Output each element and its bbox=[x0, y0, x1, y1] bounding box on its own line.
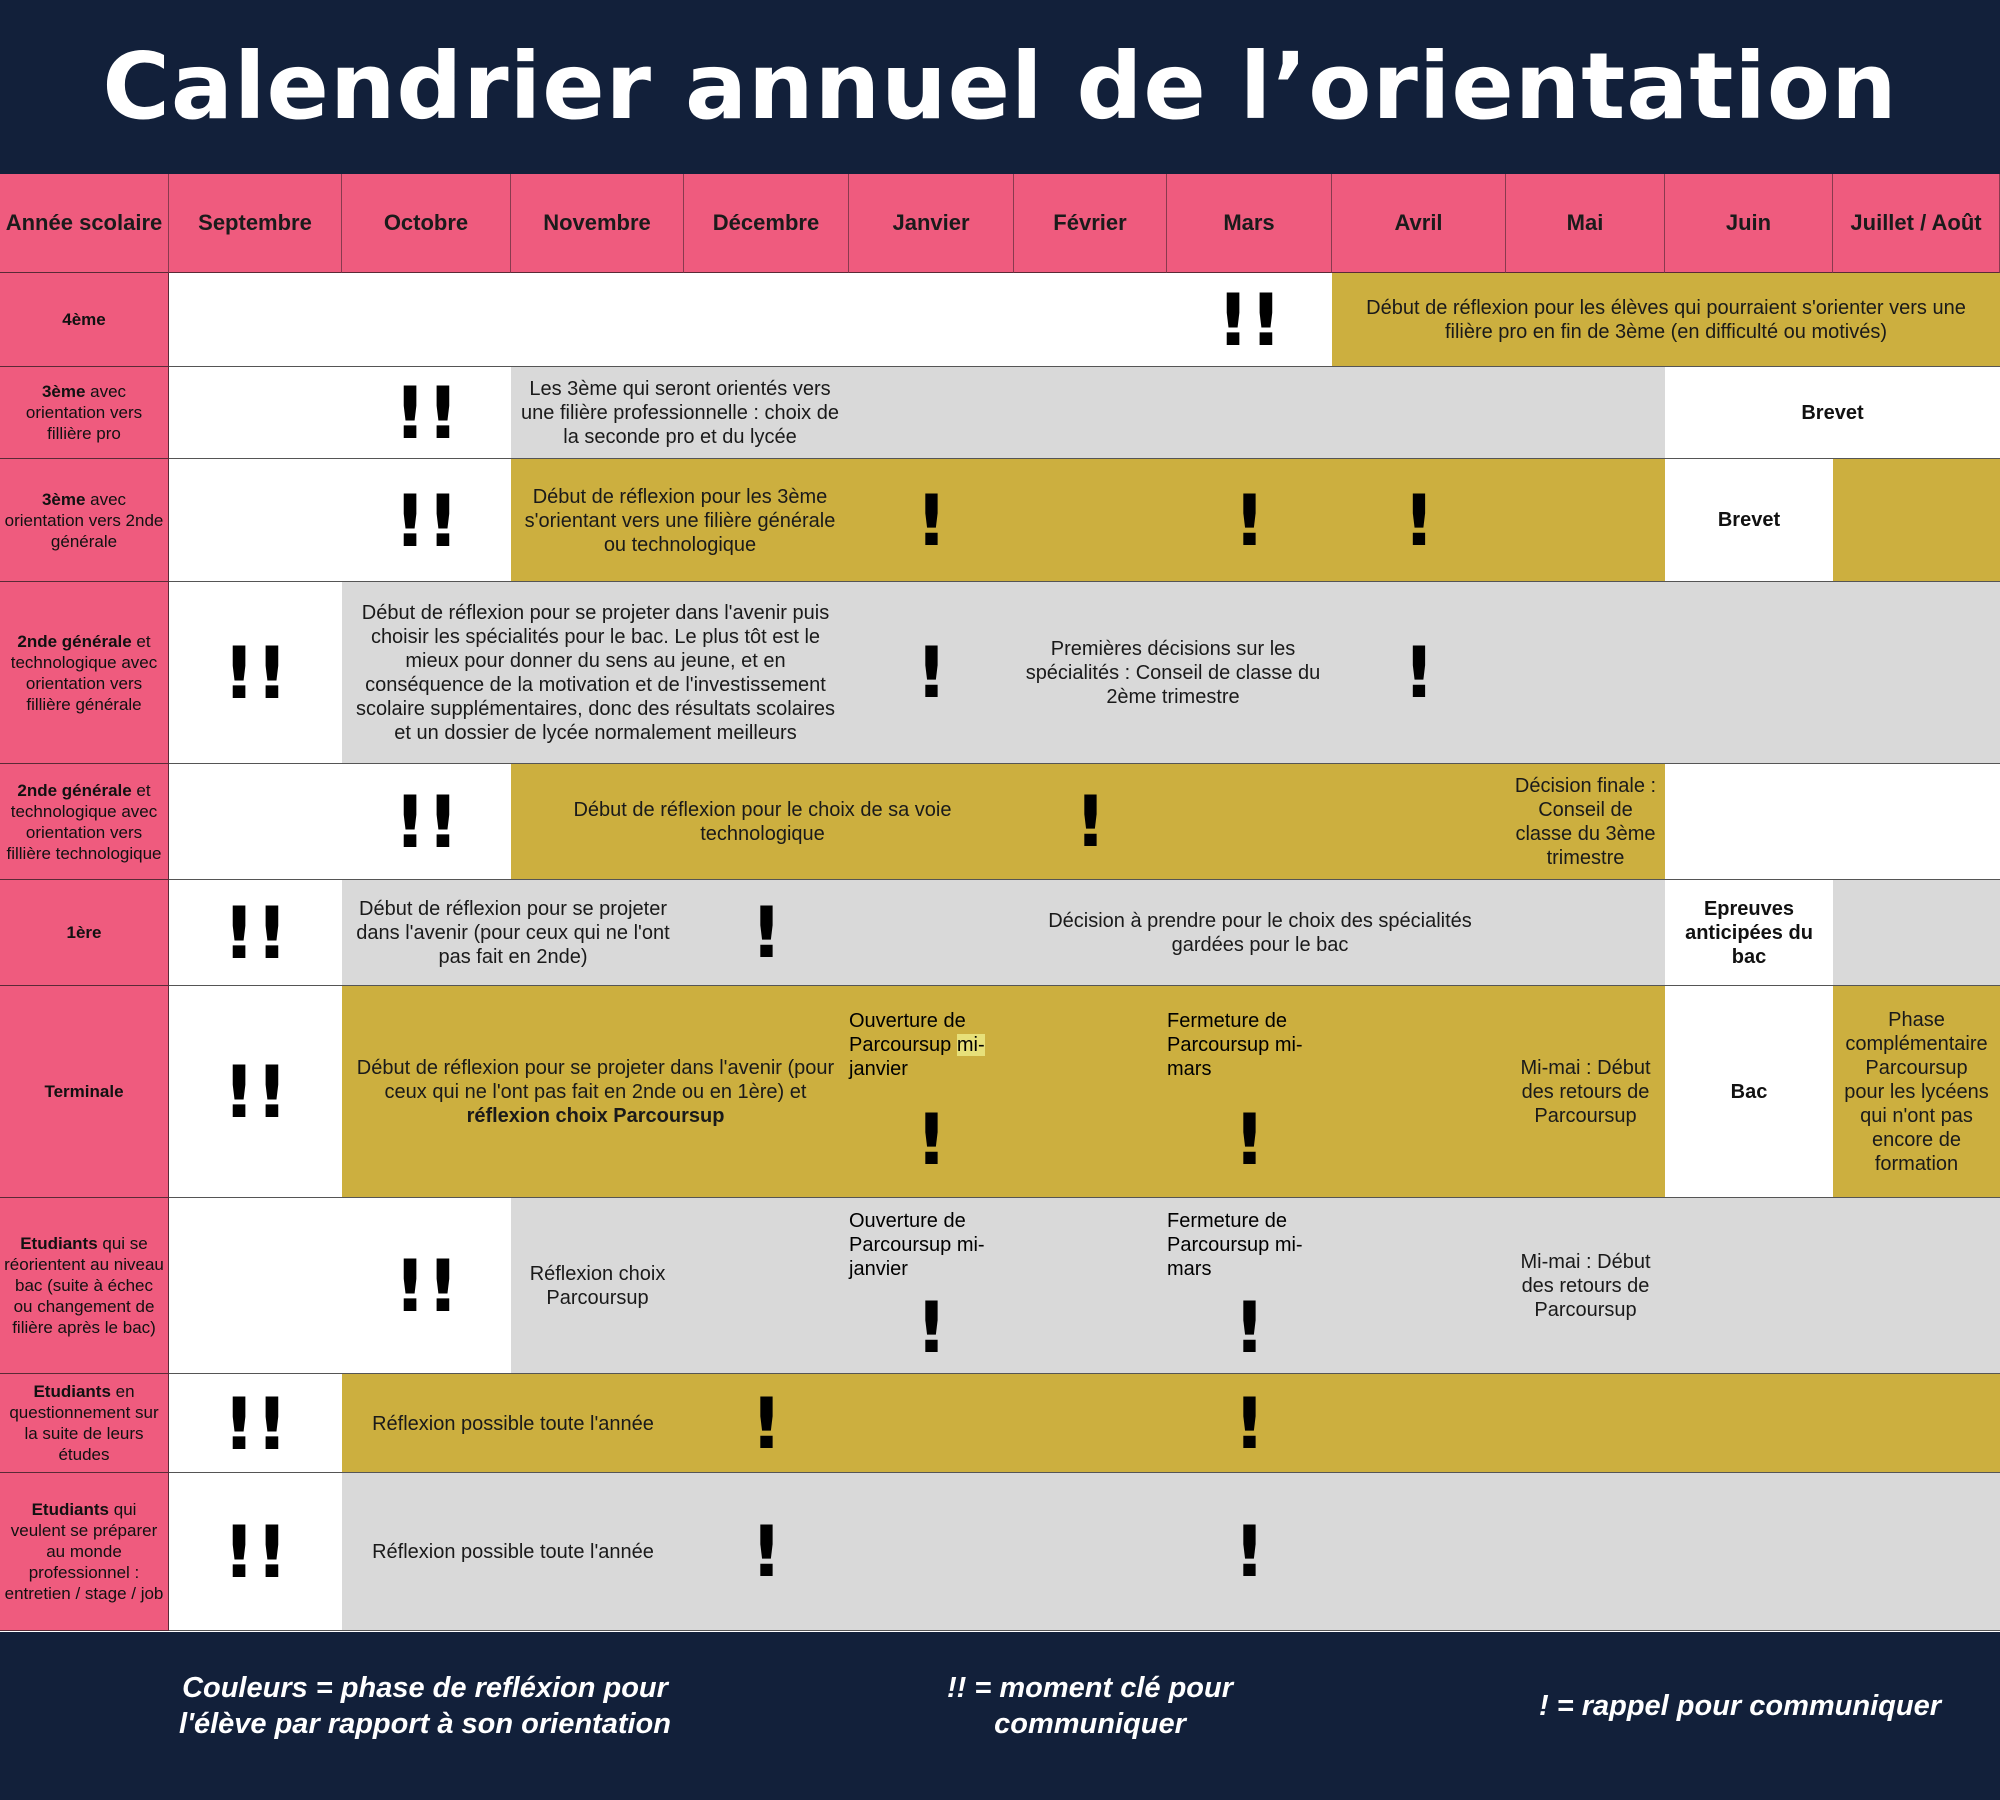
row-label-etudiants-questionnement: Etudiants en questionnement sur la suite de leurs études bbox=[0, 1374, 169, 1473]
terminale-fermeture-parcoursup: Fermeture de Parcoursup mi-mars ! bbox=[1167, 1010, 1303, 1181]
orientation-calendar-table bbox=[0, 174, 2000, 1632]
reminder-mark: ! bbox=[1403, 479, 1435, 562]
text-etudiants-question-reflexion: Réflexion possible toute l'année bbox=[372, 1412, 654, 1435]
reminder-mark: ! bbox=[915, 632, 948, 714]
phase-complementaire-parcoursup: Phase complémentaire Parcoursup pour les lycéens qui n'ont pas encore de formation bbox=[1833, 986, 2000, 1198]
key-moment-mark: !! bbox=[222, 1050, 289, 1134]
text-3eme-pro-reflexion: Les 3ème qui seront orientés vers une filière professionnelle : choix de la seconde pro et du lycée bbox=[521, 378, 839, 448]
row-label-3eme-generale: 3ème avec orientation vers 2nde générale bbox=[0, 459, 169, 582]
key-moment-mark: !! bbox=[393, 478, 460, 563]
bar-etudiants-reorient-reflexion bbox=[511, 1198, 2000, 1374]
bar-1ere-ete bbox=[1833, 880, 2000, 986]
header-month-juillet-aout: Juillet / Août bbox=[1833, 174, 2000, 273]
key-moment-mark: !! bbox=[1216, 278, 1283, 362]
reminder-mark: ! bbox=[1233, 479, 1266, 562]
header-month-decembre: Décembre bbox=[684, 174, 849, 273]
text-1ere-decision: Décision à prendre pour le choix des spécialités gardées pour le bac bbox=[1048, 910, 1472, 956]
bar-terminale-empty bbox=[169, 986, 342, 1198]
bar-4eme-empty bbox=[169, 273, 1332, 367]
bar-3eme-pro-empty bbox=[169, 367, 511, 459]
text-3eme-gen-reflexion: Début de réflexion pour les 3ème s'orientant vers une filière générale ou technologique bbox=[524, 485, 836, 556]
key-moment-mark: !! bbox=[393, 780, 460, 864]
row-label-3eme-pro: 3ème avec orientation vers fillière pro bbox=[0, 367, 169, 459]
bar-2nde-gen-empty bbox=[169, 582, 342, 764]
reminder-mark: ! bbox=[915, 479, 948, 562]
terminale-ouverture-parcoursup: Ouverture de Parcoursup mi- janvier ! bbox=[849, 1010, 985, 1181]
row-label-2nde-generale: 2nde générale et technologique avec orientation vers fillière générale bbox=[0, 582, 169, 764]
key-moment-mark: !! bbox=[222, 1510, 289, 1594]
header-month-janvier: Janvier bbox=[849, 174, 1014, 273]
bar-3eme-gen-ete bbox=[1833, 459, 2000, 582]
reminder-mark: ! bbox=[1233, 1511, 1266, 1593]
key-moment-mark: !! bbox=[222, 1381, 289, 1466]
bar-etudiants-question-empty bbox=[169, 1374, 342, 1473]
reminder-mark: ! bbox=[750, 892, 783, 974]
header-month-octobre: Octobre bbox=[342, 174, 511, 273]
header-month-juin: Juin bbox=[1665, 174, 1833, 273]
reminder-mark: ! bbox=[915, 1286, 948, 1369]
bar-etudiants-reorient-empty bbox=[169, 1198, 511, 1374]
header-month-novembre: Novembre bbox=[511, 174, 684, 273]
text-2nde-tech-decision-finale: Décision finale : Conseil de classe du 3ème trimestre bbox=[1514, 775, 1657, 869]
text-2nde-tech-reflexion: Début de réflexion pour le choix de sa voie technologique bbox=[573, 799, 952, 845]
key-moment-mark: !! bbox=[393, 1244, 460, 1328]
etudiants-ouverture-parcoursup: Ouverture de Parcoursup mi-janvier ! bbox=[849, 1210, 985, 1369]
bar-4eme-reflexion: Début de réflexion pour les élèves qui pourraient s'orienter vers une filière pro en fin de 3ème (en difficulté ou motivés) bbox=[1332, 273, 2000, 367]
key-moment-mark: !! bbox=[222, 631, 289, 715]
header-annee-scolaire: Année scolaire bbox=[0, 174, 169, 273]
bar-2nde-tech-ete bbox=[1665, 764, 2000, 880]
row-label-4eme: 4ème bbox=[0, 273, 169, 367]
text-etudiants-mi-mai: Mi-mai : Début des retours de Parcoursup bbox=[1520, 1251, 1651, 1321]
bar-etudiants-pro-empty bbox=[169, 1473, 342, 1631]
bar-1ere-empty bbox=[169, 880, 342, 986]
row-label-2nde-technologique: 2nde générale et technologique avec orientation vers fillière technologique bbox=[0, 764, 169, 880]
header-month-avril: Avril bbox=[1332, 174, 1506, 273]
reminder-mark: ! bbox=[750, 1511, 783, 1593]
reminder-mark: ! bbox=[1403, 632, 1435, 714]
text-1ere-reflexion: Début de réflexion pour se projeter dans l'avenir (pour ceux qui ne l'ont pas fait en 2nde) bbox=[356, 898, 670, 968]
page-title: Calendrier annuel de l’orientation bbox=[102, 33, 1898, 140]
text-2nde-gen-reflexion: Début de réflexion pour se projeter dans l'avenir puis choisir les spécialités pour le bac. Le plus tôt est le mieux pour donner du sens au jeune, et en conséquence de la motivation et de l'investissement scolaire supplémentaires, donc des résultats scolaires et un dossier de lycée normalement meilleurs bbox=[355, 602, 836, 744]
legend-colors: Couleurs = phase de refléxion pour l'élève par rapport à son orientation bbox=[179, 1672, 671, 1740]
header-month-mars: Mars bbox=[1167, 174, 1332, 273]
text-terminale-mi-mai: Mi-mai : Début des retours de Parcoursup bbox=[1520, 1057, 1651, 1127]
bar-3eme-gen-empty bbox=[169, 459, 511, 582]
text-etudiants-reorient-reflexion: Réflexion choix Parcoursup bbox=[529, 1263, 666, 1309]
reminder-mark: ! bbox=[1233, 1098, 1266, 1181]
reminder-mark: ! bbox=[1074, 781, 1107, 863]
epreuves-anticipees-bac: Epreuves anticipées du bac bbox=[1665, 880, 1833, 986]
reminder-mark: ! bbox=[915, 1098, 948, 1181]
text-etudiants-pro-reflexion: Réflexion possible toute l'année bbox=[372, 1541, 654, 1563]
text-terminale-reflexion: Début de réflexion pour se projeter dans l'avenir (pour ceux qui ne l'ont pas fait en 2nde ou en 1ère) et réflexion choix Parcoursup bbox=[356, 1057, 835, 1127]
reminder-mark: ! bbox=[1233, 1382, 1266, 1465]
legend-reminder: ! = rappel pour communiquer bbox=[1538, 1690, 1942, 1722]
legend bbox=[0, 1632, 2000, 1800]
bac-terminale: Bac bbox=[1665, 986, 1833, 1198]
brevet-3eme-pro: Brevet bbox=[1665, 367, 2000, 459]
bar-2nde-tech-empty bbox=[169, 764, 511, 880]
reminder-mark: ! bbox=[750, 1382, 783, 1465]
header-month-mai: Mai bbox=[1506, 174, 1665, 273]
row-label-terminale: Terminale bbox=[0, 986, 169, 1198]
key-moment-mark: !! bbox=[222, 891, 289, 975]
header-month-fevrier: Février bbox=[1014, 174, 1167, 273]
legend-key-moment: !! = moment clé pour communiquer bbox=[946, 1672, 1233, 1740]
row-label-etudiants-reorientation: Etudiants qui se réorientent au niveau bac (suite à échec ou changement de filière après le bac) bbox=[0, 1198, 169, 1374]
row-label-1ere: 1ère bbox=[0, 880, 169, 986]
key-moment-mark: !! bbox=[393, 371, 460, 455]
header-month-septembre: Septembre bbox=[169, 174, 342, 273]
reminder-mark: ! bbox=[1233, 1286, 1266, 1369]
etudiants-fermeture-parcoursup: Fermeture de Parcoursup mi-mars ! bbox=[1167, 1210, 1303, 1369]
brevet-3eme-gen: Brevet bbox=[1665, 459, 1833, 582]
text-2nde-gen-decision: Premières décisions sur les spécialités : Conseil de classe du 2ème trimestre bbox=[1025, 638, 1321, 708]
row-label-etudiants-monde-pro: Etudiants qui veulent se préparer au monde professionnel : entretien / stage / job bbox=[0, 1473, 169, 1631]
